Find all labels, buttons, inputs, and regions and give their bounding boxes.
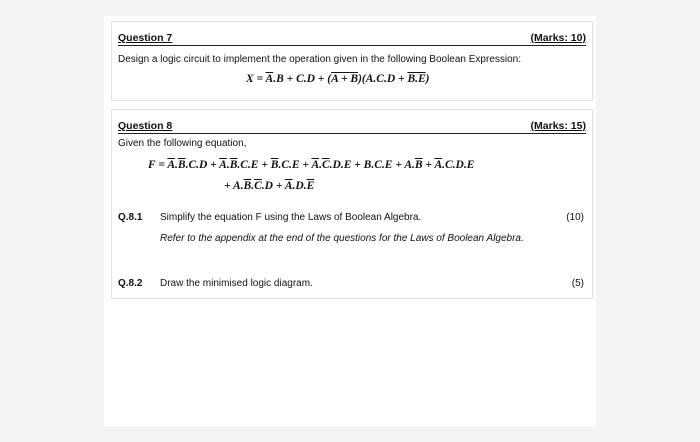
- question-8-marks: (Marks: 15): [530, 120, 586, 132]
- q8-2-marks: (5): [571, 278, 584, 289]
- question-8-title: Question 8: [118, 120, 173, 132]
- question-8-equation-line-1: $F = \overline{A}.\overline{B}.C.D + \overline{A}.\overline{B}.C.E + \overline{B}.C.E + \overline{A}.\overline{C}.D.E + B.C.E + A.\overline{B} + \overline{A}.C.D.E$: [148, 159, 475, 171]
- question-8-header: [118, 116, 586, 134]
- question-7-instruction: Design a logic circuit to implement the operation given in the following Boolean Expression:: [118, 54, 522, 65]
- question-8-equation-line-2: + $A.\overline{B}.\overline{C}.D + \overline{A}.D.\overline{E}$: [224, 180, 315, 192]
- q8-1-note: Refer to the appendix at the end of the questions for the Laws of Boolean Algebra.: [160, 233, 524, 244]
- q8-2-number: Q.8.2: [118, 278, 143, 289]
- q8-1-number: Q.8.1: [118, 212, 143, 223]
- question-7-marks: (Marks: 10): [530, 32, 586, 44]
- question-7-header: [118, 28, 586, 46]
- question-7-box: [111, 21, 593, 101]
- q8-1-marks: (10): [566, 212, 584, 223]
- q8-2-text: Draw the minimised logic diagram.: [160, 278, 313, 289]
- q8-1-text: Simplify the equation F using the Laws of Boolean Algebra.: [160, 212, 422, 223]
- question-7-expression: $X = \overline{A}.B + C.D + (A + B)(A.C.D + B.E)$: [246, 73, 430, 85]
- question-7-title: Question 7: [118, 32, 173, 44]
- question-8-intro: Given the following equation,: [118, 138, 247, 149]
- question-8-box: [111, 109, 593, 299]
